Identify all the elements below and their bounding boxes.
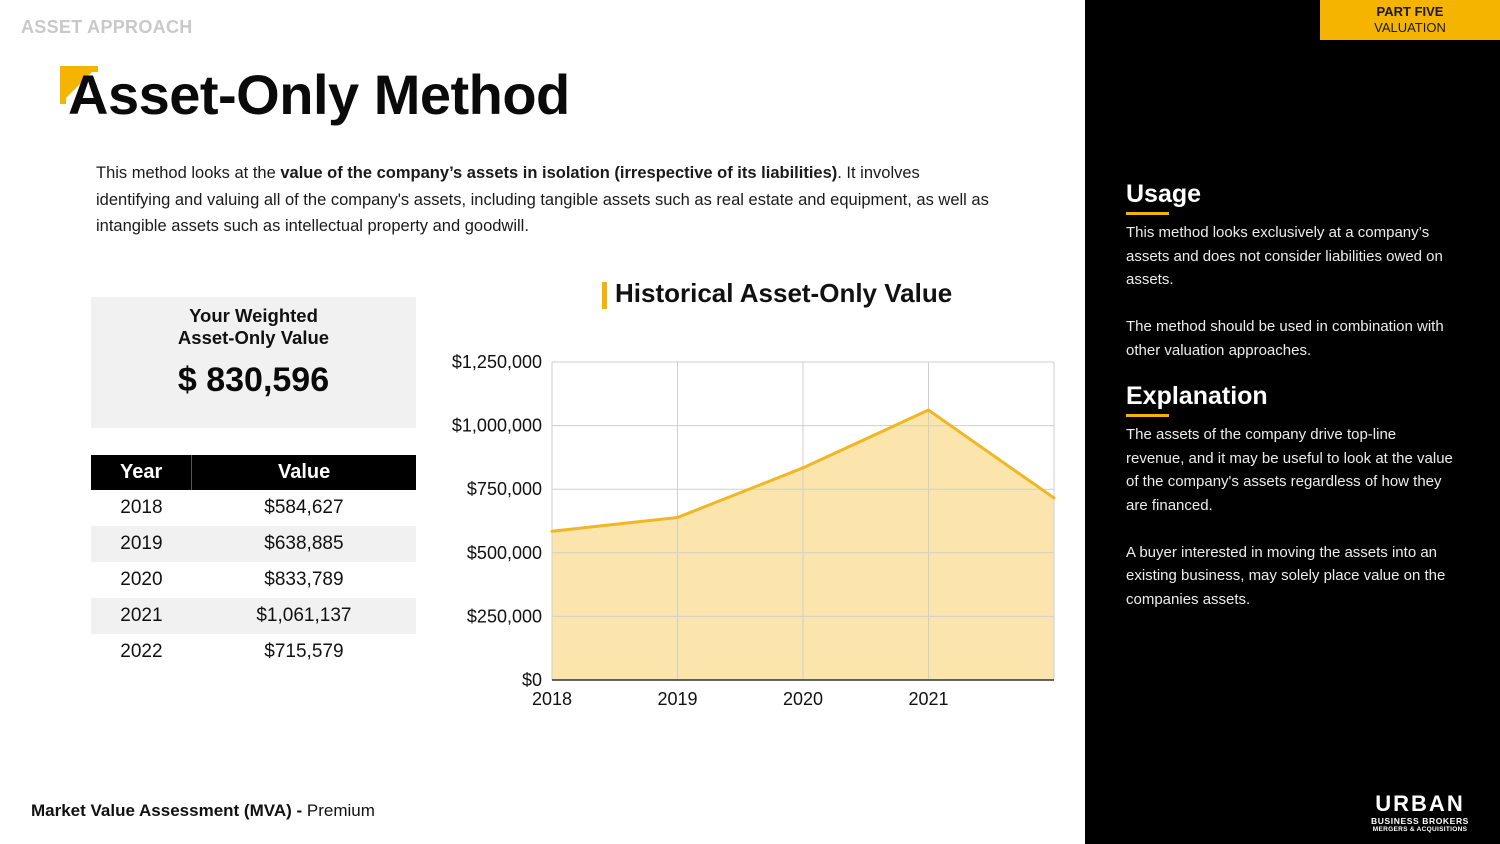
table-cell-year: 2018 (120, 497, 163, 518)
table-header-value: Value (192, 455, 416, 490)
chart-title-block (602, 278, 953, 309)
logo-subtitle: BUSINESS BROKERS (1371, 816, 1469, 826)
table-cell-value: $715,579 (264, 641, 344, 662)
intro-lead: This method looks at the (96, 164, 281, 182)
table-row (91, 634, 416, 670)
sidebar (1085, 0, 1500, 844)
table-row (91, 490, 416, 526)
table-cell-value: $584,627 (264, 497, 344, 518)
chart-x-tick-label: 2018 (531, 689, 573, 709)
chart-y-tick-label: $500,000 (466, 542, 542, 563)
chart-data-point (676, 516, 679, 519)
section-label: ASSET APPROACH (21, 17, 193, 37)
chart-y-tick-label: $0 (521, 670, 542, 690)
weighted-label-line2: Asset-Only Value (177, 327, 330, 348)
weighted-label-line1: Your Weighted (189, 305, 318, 326)
intro-bold: value of the company’s assets in isolation (irrespective of its liabilities) (280, 164, 838, 182)
chart-y-tick-label: $250,000 (466, 606, 542, 627)
page-title: Asset-Only Method (68, 63, 570, 126)
logo-wordmark: URBAN (1375, 791, 1465, 816)
logo-tagline: MERGERS & ACQUISITIONS (1372, 826, 1468, 833)
chart-y-tick-label: $1,000,000 (451, 415, 542, 436)
table-cell-value: $638,885 (192, 526, 416, 562)
chart-x-tick-label: 2020 (782, 689, 824, 709)
table-cell-year: 2019 (91, 526, 192, 562)
explanation-paragraph-2: A buyer interested in moving the assets into an existing business, may solely place value on the companies assets. (1126, 543, 1446, 608)
table-row (91, 526, 416, 562)
explanation-heading: Explanation (1126, 382, 1268, 410)
weighted-value: $ 830,596 (177, 361, 330, 399)
chart-data-point (551, 530, 554, 533)
intro-paragraph (96, 160, 996, 240)
chart-data-point (802, 466, 805, 469)
footer-bold: Market Value Assessment (MVA) - (31, 801, 303, 820)
table-cell-value: $833,789 (264, 569, 344, 590)
part-badge (1320, 0, 1500, 40)
explanation-text (1126, 423, 1456, 611)
usage-underline (1126, 212, 1169, 215)
chart-data-point (1053, 496, 1056, 499)
usage-paragraph-2: The method should be used in combination with other valuation approaches. (1126, 318, 1444, 359)
explanation-paragraph-1: The assets of the company drive top-line revenue, and it may be useful to look at the value of the company's assets regardless of how they are financed. (1126, 426, 1453, 514)
explanation-underline (1126, 414, 1169, 417)
weighted-value-label (91, 305, 416, 349)
chart-y-tick-label: $1,250,000 (451, 352, 542, 372)
brand-logo (1365, 792, 1475, 834)
table-row (91, 562, 416, 598)
usage-text (1126, 221, 1456, 362)
table-cell-value: $1,061,137 (192, 598, 416, 634)
page-title-block (60, 62, 570, 127)
footer-rest: Premium (302, 801, 375, 820)
value-table (91, 455, 416, 670)
chart-x-tick-label: 2021 (908, 689, 949, 709)
table-cell-year: 2020 (120, 569, 163, 590)
part-badge-line2: VALUATION (1374, 20, 1446, 35)
footer (31, 801, 375, 821)
chart-title: Historical Asset-Only Value (615, 278, 953, 308)
usage-heading: Usage (1126, 180, 1202, 208)
table-row (91, 598, 416, 634)
table-cell-year: 2021 (91, 598, 192, 634)
usage-paragraph-1: This method looks exclusively at a company’s assets and does not consider liabilities owed on assets. (1126, 224, 1443, 288)
chart-x-tick-label: 2019 (657, 689, 698, 709)
table-header-year: Year (91, 455, 192, 490)
chart-data-point (927, 409, 930, 412)
asset-value-chart (430, 340, 1070, 720)
chart-y-tick-label: $750,000 (466, 479, 542, 500)
intro-rest: . It involves identifying and valuing all of the company's assets, including tangible assets such as real estate and equipment, as well as intangible assets such as intellectual property and goodwill. (96, 164, 989, 235)
part-badge-line1: PART FIVE (1376, 4, 1444, 19)
table-header-row (91, 455, 416, 490)
weighted-value-card (91, 297, 416, 428)
table-cell-year: 2022 (120, 641, 163, 662)
chart-title-accent (602, 282, 607, 309)
